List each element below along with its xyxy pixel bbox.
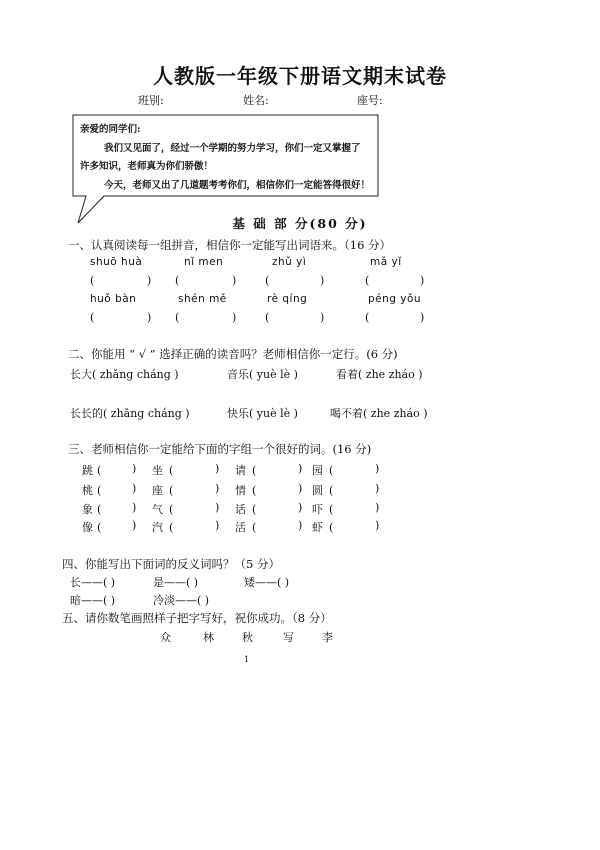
page-title: 人教版一年级下册语文期末试卷 xyxy=(153,64,447,88)
pinyin-item: zhǔ yì xyxy=(272,256,307,268)
answer-blank-close: ) xyxy=(215,519,220,532)
antonym-item[interactable]: 长——( ) xyxy=(70,576,116,589)
answer-blank-close: ) xyxy=(298,519,303,532)
word-cell[interactable] xyxy=(82,482,137,498)
question-4-text: 四、你能写出下面词的反义词吗？（5 分） xyxy=(62,557,280,571)
answer-blank-close: ) xyxy=(320,311,325,324)
word-char: 象 xyxy=(82,503,93,516)
answer-blank-open[interactable]: ( xyxy=(169,521,174,534)
word-char: 吓 xyxy=(312,503,323,516)
word-cell[interactable] xyxy=(312,462,380,478)
answer-blank-close: ) xyxy=(132,462,137,475)
seat-label: 座号: xyxy=(357,94,383,107)
question-1-text: 一、认真阅读每一组拼音，相信你一定能写出词语来。（16 分） xyxy=(68,238,392,252)
answer-blank-open[interactable]: ( xyxy=(169,503,174,516)
pinyin-item: huǒ bàn xyxy=(90,293,137,305)
question-2-text: 二、你能用 “ √ ” 选择正确的读音吗？老师相信你一定行。(6 分) xyxy=(68,347,398,361)
word-char: 跳 xyxy=(82,464,93,477)
word-cell[interactable] xyxy=(82,519,137,535)
answer-blank-close: ) xyxy=(215,482,220,495)
bubble-greeting: 亲爱的同学们: xyxy=(80,124,141,135)
answer-blank-close: ) xyxy=(132,501,137,514)
practice-char: 写 xyxy=(283,631,294,644)
practice-char: 众 xyxy=(160,631,171,644)
word-char: 气 xyxy=(152,503,163,516)
answer-blank-open[interactable]: ( xyxy=(252,503,257,516)
answer-blank-close: ) xyxy=(420,274,425,287)
answer-blank-open[interactable]: ( xyxy=(90,274,95,287)
answer-blank-close: ) xyxy=(298,501,303,514)
class-label: 班别: xyxy=(138,94,164,107)
answer-blank-open[interactable]: ( xyxy=(329,484,334,497)
word-char: 圆 xyxy=(312,484,323,497)
reading-choice[interactable]: 长长的( zhǎng cháng ) xyxy=(70,407,190,420)
word-cell[interactable] xyxy=(312,519,380,535)
answer-blank-close: ) xyxy=(147,274,152,287)
word-char: 虾 xyxy=(312,521,323,534)
answer-blank-open[interactable]: ( xyxy=(329,503,334,516)
answer-blank-close: ) xyxy=(375,482,380,495)
answer-blank-open[interactable]: ( xyxy=(175,274,180,287)
bubble-line-1: 我们又见面了，经过一个学期的努力学习，你们一定又掌握了 xyxy=(104,143,361,154)
word-char: 座 xyxy=(152,484,163,497)
answer-blank-close: ) xyxy=(420,311,425,324)
word-char: 话 xyxy=(235,503,246,516)
word-cell[interactable] xyxy=(235,462,303,478)
word-cell[interactable] xyxy=(152,519,220,535)
answer-blank-open[interactable]: ( xyxy=(365,311,370,324)
pinyin-item: rè qíng xyxy=(267,293,308,305)
answer-blank-close: ) xyxy=(132,519,137,532)
word-cell[interactable] xyxy=(235,482,303,498)
answer-blank-open[interactable]: ( xyxy=(365,274,370,287)
pinyin-item: shén mě xyxy=(178,293,227,305)
answer-blank-close: ) xyxy=(232,311,237,324)
word-cell[interactable] xyxy=(235,501,303,517)
page-number: 1 xyxy=(244,655,250,664)
reading-choice[interactable]: 音乐( yuè lè ) xyxy=(227,368,298,381)
answer-blank-open[interactable]: ( xyxy=(97,521,102,534)
answer-blank-open[interactable]: ( xyxy=(252,521,257,534)
answer-blank-close: ) xyxy=(298,462,303,475)
answer-blank-close: ) xyxy=(215,501,220,514)
word-char: 坐 xyxy=(152,464,163,477)
answer-blank-open[interactable]: ( xyxy=(265,274,270,287)
answer-blank-close: ) xyxy=(320,274,325,287)
word-char: 活 xyxy=(235,521,246,534)
word-cell[interactable] xyxy=(152,482,220,498)
bubble-line-3: 今天，老师又出了几道题考考你们，相信你们一定能答得很好！ xyxy=(104,180,371,191)
answer-blank-close: ) xyxy=(147,311,152,324)
answer-blank-open[interactable]: ( xyxy=(169,484,174,497)
word-cell[interactable] xyxy=(152,501,220,517)
reading-choice[interactable]: 喝不着( zhe zháo ) xyxy=(330,407,428,420)
answer-blank-close: ) xyxy=(375,462,380,475)
word-cell[interactable] xyxy=(82,462,137,478)
answer-blank-open[interactable]: ( xyxy=(169,464,174,477)
word-char: 像 xyxy=(82,521,93,534)
answer-blank-open[interactable]: ( xyxy=(265,311,270,324)
word-cell[interactable] xyxy=(152,462,220,478)
reading-choice[interactable]: 快乐( yuè lè ) xyxy=(227,407,298,420)
answer-blank-open[interactable]: ( xyxy=(329,464,334,477)
answer-blank-open[interactable]: ( xyxy=(329,521,334,534)
practice-char: 秋 xyxy=(242,631,253,644)
word-cell[interactable] xyxy=(312,482,380,498)
answer-blank-open[interactable]: ( xyxy=(252,464,257,477)
antonym-item[interactable]: 暗——( ) xyxy=(70,594,116,607)
answer-blank-open[interactable]: ( xyxy=(252,484,257,497)
word-cell[interactable] xyxy=(312,501,380,517)
word-char: 桃 xyxy=(82,484,93,497)
reading-choice[interactable]: 长大( zhǎng cháng ) xyxy=(70,368,179,381)
antonym-item[interactable]: 是——( ) xyxy=(153,576,199,589)
word-cell[interactable] xyxy=(235,519,303,535)
answer-blank-close: ) xyxy=(375,519,380,532)
answer-blank-close: ) xyxy=(215,462,220,475)
question-3-text: 三、老师相信你一定能给下面的字组一个很好的词。(16 分) xyxy=(68,442,372,456)
answer-blank-close: ) xyxy=(232,274,237,287)
practice-char: 林 xyxy=(203,631,214,644)
word-char: 汽 xyxy=(152,521,163,534)
name-label: 姓名: xyxy=(243,94,269,107)
answer-blank-open[interactable]: ( xyxy=(175,311,180,324)
word-cell[interactable] xyxy=(82,501,137,517)
bubble-line-2: 许多知识，老师真为你们骄傲！ xyxy=(80,161,214,172)
word-char: 请 xyxy=(235,464,246,477)
answer-blank-close: ) xyxy=(375,501,380,514)
answer-blank-open[interactable]: ( xyxy=(90,311,95,324)
word-char: 园 xyxy=(312,464,323,477)
antonym-item[interactable]: 矮——( ) xyxy=(244,576,290,589)
answer-blank-open[interactable]: ( xyxy=(97,464,102,477)
reading-choice[interactable]: 看着( zhe zháo ) xyxy=(336,368,423,381)
pinyin-item: shuō huà xyxy=(90,256,143,268)
answer-blank-close: ) xyxy=(298,482,303,495)
antonym-item[interactable]: 冷淡——( ) xyxy=(153,594,210,607)
answer-blank-open[interactable]: ( xyxy=(97,484,102,497)
practice-char: 李 xyxy=(322,631,333,644)
pinyin-item: mǎ yǐ xyxy=(370,256,402,268)
pinyin-item: péng yǒu xyxy=(368,293,422,305)
answer-blank-close: ) xyxy=(132,482,137,495)
word-char: 情 xyxy=(235,484,246,497)
question-5-text: 五、请你数笔画照样子把字写好，祝你成功。（8 分） xyxy=(62,611,332,625)
section-title: 基 础 部 分(80 分) xyxy=(232,216,368,231)
answer-blank-open[interactable]: ( xyxy=(97,503,102,516)
pinyin-item: nǐ men xyxy=(184,256,224,268)
